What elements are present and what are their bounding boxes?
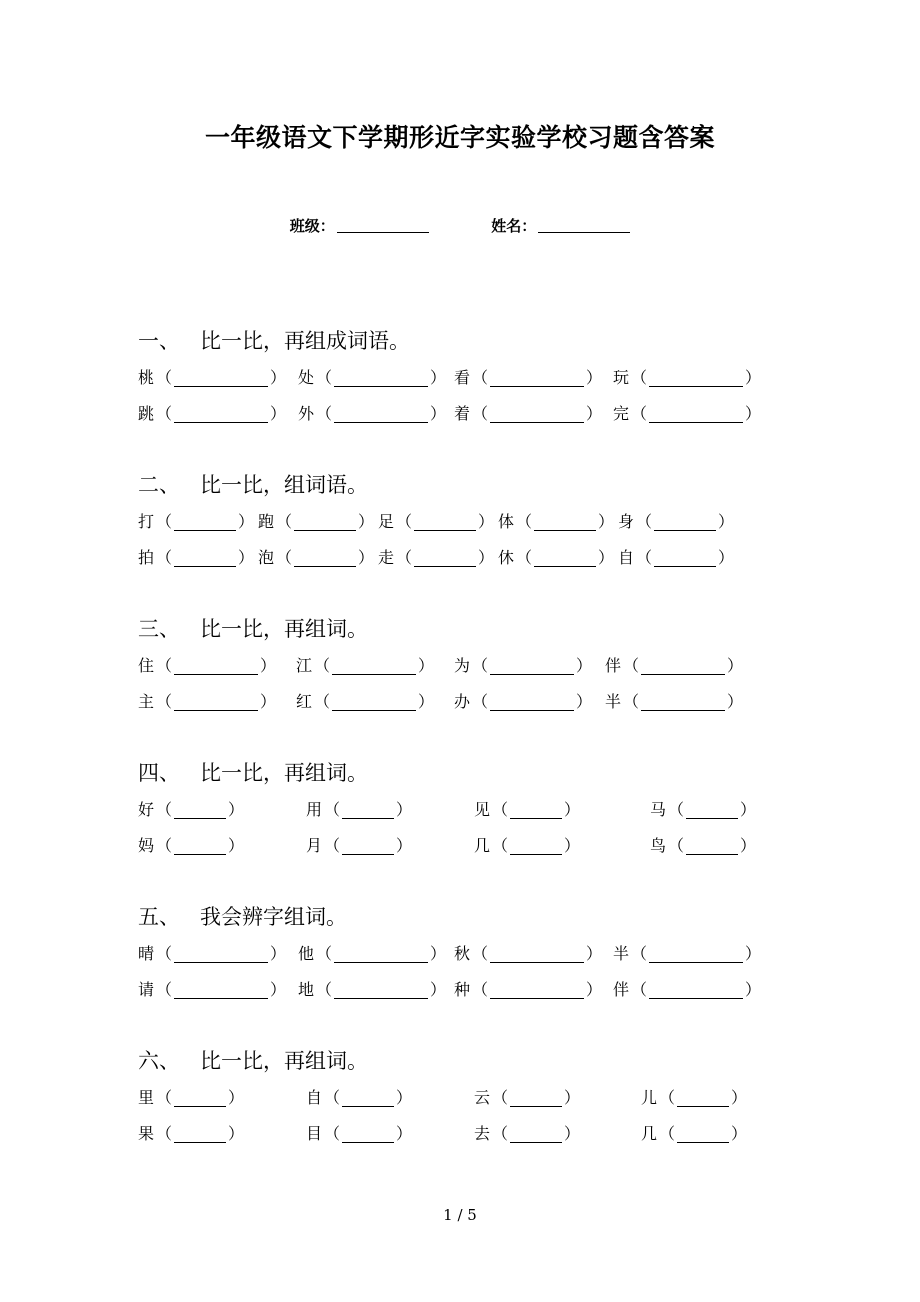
paren-close: ）: [740, 836, 757, 855]
character: 妈: [138, 836, 155, 855]
word-item: [298, 977, 448, 1000]
character: 身: [618, 512, 635, 531]
paren-open: （: [156, 944, 173, 963]
paren-open: （: [492, 1088, 509, 1107]
word-item: [258, 545, 376, 568]
word-item: [474, 833, 582, 856]
paren-open: （: [316, 944, 333, 963]
character: 云: [474, 1088, 491, 1107]
word-item: [613, 365, 763, 388]
class-label: 班级：: [289, 217, 335, 235]
paren-close: ）: [576, 656, 593, 675]
paren-open: （: [472, 656, 489, 675]
paren-close: ）: [564, 800, 581, 819]
character: 自: [306, 1088, 323, 1107]
paren-open: （: [492, 800, 509, 819]
word-item: [650, 797, 758, 820]
section-instruction: 我会辨字组词。: [200, 905, 347, 929]
word-item: [138, 401, 288, 424]
word-row: [138, 1121, 778, 1157]
answer-blank[interactable]: [654, 513, 716, 531]
word-item: [138, 689, 278, 712]
answer-blank[interactable]: [334, 405, 428, 423]
paren-open: （: [316, 980, 333, 999]
word-item: [613, 941, 763, 964]
section-title: [138, 902, 778, 932]
answer-blank[interactable]: [294, 549, 356, 567]
word-item: [138, 941, 288, 964]
page-title: 一年级语文下学期形近字实验学校习题含答案: [204, 123, 715, 152]
paren-close: ）: [586, 368, 603, 387]
word-item: [138, 545, 256, 568]
section-number: 四、: [138, 761, 180, 785]
answer-blank[interactable]: [510, 801, 562, 819]
character: 办: [454, 692, 471, 711]
paren-close: ）: [228, 1088, 245, 1107]
paren-open: （: [492, 1124, 509, 1143]
paren-close: ）: [260, 656, 277, 675]
word-item: [378, 545, 496, 568]
character: 用: [306, 800, 323, 819]
character: 处: [298, 368, 315, 387]
answer-blank[interactable]: [490, 945, 584, 963]
character: 儿: [641, 1088, 658, 1107]
word-item: [298, 941, 448, 964]
paren-open: （: [276, 512, 293, 531]
paren-close: ）: [740, 800, 757, 819]
answer-blank[interactable]: [332, 657, 416, 675]
section-5: [138, 902, 778, 1013]
paren-open: （: [631, 944, 648, 963]
section-1: [138, 326, 778, 437]
section-3: [138, 614, 778, 725]
word-item: [138, 797, 246, 820]
word-item: [618, 545, 736, 568]
answer-blank[interactable]: [174, 945, 268, 963]
paren-close: ）: [228, 800, 245, 819]
character: 月: [306, 836, 323, 855]
answer-blank[interactable]: [654, 549, 716, 567]
paren-close: ）: [418, 656, 435, 675]
answer-blank[interactable]: [534, 549, 596, 567]
word-item: [138, 509, 256, 532]
section-number: 二、: [138, 473, 180, 497]
answer-blank[interactable]: [490, 657, 574, 675]
character: 着: [454, 404, 471, 423]
paren-close: ）: [586, 980, 603, 999]
paren-close: ）: [228, 1124, 245, 1143]
paren-open: （: [314, 692, 331, 711]
word-item: [474, 797, 582, 820]
paren-open: （: [276, 548, 293, 567]
paren-open: （: [631, 368, 648, 387]
paren-open: （: [396, 548, 413, 567]
answer-blank[interactable]: [174, 801, 226, 819]
paren-open: （: [631, 980, 648, 999]
paren-open: （: [156, 836, 173, 855]
section-instruction: 比一比，组词语。: [200, 473, 368, 497]
word-item: [306, 833, 414, 856]
word-item: [138, 833, 246, 856]
character: 休: [498, 548, 515, 567]
character: 住: [138, 656, 155, 675]
paren-open: （: [659, 1088, 676, 1107]
paren-close: ）: [745, 944, 762, 963]
paren-open: （: [623, 656, 640, 675]
character: 为: [454, 656, 471, 675]
paren-close: ）: [270, 944, 287, 963]
paren-close: ）: [576, 692, 593, 711]
word-item: [306, 1121, 414, 1144]
character: 地: [298, 980, 315, 999]
character: 泡: [258, 548, 275, 567]
character: 玩: [613, 368, 630, 387]
word-row: [138, 509, 778, 545]
section-title: [138, 758, 778, 788]
character: 自: [618, 548, 635, 567]
paren-close: ）: [586, 404, 603, 423]
paren-open: （: [472, 980, 489, 999]
word-item: [454, 365, 604, 388]
paren-open: （: [516, 512, 533, 531]
character: 晴: [138, 944, 155, 963]
section-title: [138, 1046, 778, 1076]
word-item: [618, 509, 736, 532]
paren-open: （: [156, 1088, 173, 1107]
paren-close: ）: [358, 548, 375, 567]
paren-close: ）: [564, 836, 581, 855]
character: 外: [298, 404, 315, 423]
answer-blank[interactable]: [174, 837, 226, 855]
paren-close: ）: [745, 980, 762, 999]
paren-open: （: [516, 548, 533, 567]
paren-open: （: [156, 1124, 173, 1143]
character: 果: [138, 1124, 155, 1143]
word-item: [138, 977, 288, 1000]
section-title: [138, 326, 778, 356]
character: 几: [474, 836, 491, 855]
name-label: 姓名：: [491, 217, 537, 235]
character: 去: [474, 1124, 491, 1143]
character: 好: [138, 800, 155, 819]
answer-blank[interactable]: [174, 549, 236, 567]
section-4: [138, 758, 778, 869]
character: 体: [498, 512, 515, 531]
word-row: [138, 653, 778, 689]
character: 桃: [138, 368, 155, 387]
answer-blank[interactable]: [677, 1089, 729, 1107]
answer-blank[interactable]: [490, 693, 574, 711]
section-number: 五、: [138, 905, 180, 929]
character: 秋: [454, 944, 471, 963]
word-item: [454, 653, 594, 676]
word-row: [138, 797, 778, 833]
character: 目: [306, 1124, 323, 1143]
paren-open: （: [631, 404, 648, 423]
word-row: [138, 941, 778, 977]
answer-blank[interactable]: [490, 981, 584, 999]
answer-blank[interactable]: [490, 405, 584, 423]
paren-open: （: [668, 836, 685, 855]
character: 走: [378, 548, 395, 567]
word-row: [138, 689, 778, 725]
word-row: [138, 833, 778, 869]
paren-close: ）: [396, 800, 413, 819]
paren-open: （: [316, 404, 333, 423]
character: 伴: [613, 980, 630, 999]
word-item: [138, 365, 288, 388]
paren-close: ）: [270, 980, 287, 999]
paren-close: ）: [564, 1088, 581, 1107]
character: 完: [613, 404, 630, 423]
word-item: [498, 545, 616, 568]
word-item: [605, 689, 745, 712]
paren-close: ）: [430, 404, 447, 423]
section-2: [138, 470, 778, 581]
answer-blank[interactable]: [342, 837, 394, 855]
paren-close: ）: [396, 836, 413, 855]
paren-close: ）: [718, 512, 735, 531]
paren-close: ）: [745, 368, 762, 387]
word-item: [613, 401, 763, 424]
paren-open: （: [156, 800, 173, 819]
paren-close: ）: [238, 512, 255, 531]
answer-blank[interactable]: [510, 1125, 562, 1143]
paren-close: ）: [564, 1124, 581, 1143]
answer-blank[interactable]: [174, 405, 268, 423]
paren-open: （: [156, 404, 173, 423]
answer-blank[interactable]: [649, 945, 743, 963]
word-item: [613, 977, 763, 1000]
answer-blank[interactable]: [686, 801, 738, 819]
section-6: [138, 1046, 778, 1157]
word-item: [296, 689, 436, 712]
word-item: [605, 653, 745, 676]
character: 看: [454, 368, 471, 387]
word-item: [641, 1085, 749, 1108]
answer-blank[interactable]: [641, 693, 725, 711]
answer-blank[interactable]: [510, 1089, 562, 1107]
word-item: [454, 689, 594, 712]
paren-open: （: [156, 548, 173, 567]
paren-open: （: [668, 800, 685, 819]
class-blank[interactable]: [337, 217, 429, 233]
character: 打: [138, 512, 155, 531]
paren-open: （: [396, 512, 413, 531]
answer-blank[interactable]: [414, 513, 476, 531]
section-title: [138, 470, 778, 500]
answer-blank[interactable]: [174, 513, 236, 531]
answer-blank[interactable]: [174, 693, 258, 711]
paren-close: ）: [731, 1088, 748, 1107]
word-item: [454, 401, 604, 424]
paren-open: （: [636, 512, 653, 531]
name-blank[interactable]: [538, 217, 630, 233]
word-item: [641, 1121, 749, 1144]
answer-blank[interactable]: [342, 1089, 394, 1107]
paren-open: （: [156, 656, 173, 675]
word-item: [454, 941, 604, 964]
paren-open: （: [472, 368, 489, 387]
paren-open: （: [316, 368, 333, 387]
word-item: [296, 653, 436, 676]
character: 伴: [605, 656, 622, 675]
answer-blank[interactable]: [686, 837, 738, 855]
answer-blank[interactable]: [342, 1125, 394, 1143]
word-row: [138, 401, 778, 437]
paren-open: （: [472, 692, 489, 711]
paren-close: ）: [260, 692, 277, 711]
answer-blank[interactable]: [174, 657, 258, 675]
character: 半: [605, 692, 622, 711]
answer-blank[interactable]: [174, 369, 268, 387]
section-number: 六、: [138, 1049, 180, 1073]
word-item: [498, 509, 616, 532]
answer-blank[interactable]: [174, 981, 268, 999]
word-item: [474, 1121, 582, 1144]
answer-blank[interactable]: [342, 801, 394, 819]
paren-close: ）: [478, 512, 495, 531]
word-row: [138, 545, 778, 581]
word-item: [306, 797, 414, 820]
paren-close: ）: [718, 548, 735, 567]
character: 江: [296, 656, 313, 675]
word-item: [298, 401, 448, 424]
paren-open: （: [156, 692, 173, 711]
word-item: [378, 509, 496, 532]
paren-close: ）: [731, 1124, 748, 1143]
answer-blank[interactable]: [641, 657, 725, 675]
word-item: [454, 977, 604, 1000]
section-title: [138, 614, 778, 644]
character: 种: [454, 980, 471, 999]
paren-close: ）: [430, 368, 447, 387]
paren-open: （: [472, 404, 489, 423]
answer-blank[interactable]: [649, 981, 743, 999]
answer-blank[interactable]: [174, 1089, 226, 1107]
character: 红: [296, 692, 313, 711]
word-item: [650, 833, 758, 856]
paren-open: （: [156, 368, 173, 387]
word-item: [138, 1121, 246, 1144]
paren-open: （: [324, 1124, 341, 1143]
paren-open: （: [324, 800, 341, 819]
answer-blank[interactable]: [334, 945, 428, 963]
paren-close: ）: [358, 512, 375, 531]
answer-blank[interactable]: [534, 513, 596, 531]
paren-open: （: [636, 548, 653, 567]
paren-open: （: [324, 836, 341, 855]
paren-close: ）: [396, 1124, 413, 1143]
answer-blank[interactable]: [649, 405, 743, 423]
word-row: [138, 977, 778, 1013]
answer-blank[interactable]: [510, 837, 562, 855]
paren-open: （: [492, 836, 509, 855]
character: 主: [138, 692, 155, 711]
character: 里: [138, 1088, 155, 1107]
paren-close: ）: [745, 404, 762, 423]
answer-blank[interactable]: [294, 513, 356, 531]
paren-close: ）: [727, 656, 744, 675]
paren-close: ）: [430, 980, 447, 999]
paren-close: ）: [478, 548, 495, 567]
section-instruction: 比一比，再组词。: [200, 761, 368, 785]
character: 请: [138, 980, 155, 999]
student-info: [0, 215, 920, 236]
answer-blank[interactable]: [414, 549, 476, 567]
paren-open: （: [659, 1124, 676, 1143]
section-instruction: 比一比，再组成词语。: [200, 329, 410, 353]
character: 跳: [138, 404, 155, 423]
word-item: [474, 1085, 582, 1108]
paren-open: （: [472, 944, 489, 963]
answer-blank[interactable]: [334, 369, 428, 387]
word-row: [138, 365, 778, 401]
word-item: [258, 509, 376, 532]
character: 马: [650, 800, 667, 819]
answer-blank[interactable]: [334, 981, 428, 999]
paren-close: ）: [727, 692, 744, 711]
answer-blank[interactable]: [174, 1125, 226, 1143]
answer-blank[interactable]: [490, 369, 584, 387]
answer-blank[interactable]: [677, 1125, 729, 1143]
character: 见: [474, 800, 491, 819]
paren-close: ）: [598, 512, 615, 531]
paren-close: ）: [270, 368, 287, 387]
paren-close: ）: [270, 404, 287, 423]
paren-close: ）: [418, 692, 435, 711]
paren-open: （: [156, 980, 173, 999]
character: 拍: [138, 548, 155, 567]
character: 鸟: [650, 836, 667, 855]
character: 足: [378, 512, 395, 531]
paren-close: ）: [396, 1088, 413, 1107]
paren-open: （: [324, 1088, 341, 1107]
page-number: 1 / 5: [443, 1206, 477, 1224]
section-instruction: 比一比，再组词。: [200, 1049, 368, 1073]
paren-close: ）: [586, 944, 603, 963]
section-number: 三、: [138, 617, 180, 641]
answer-blank[interactable]: [332, 693, 416, 711]
word-row: [138, 1085, 778, 1121]
section-instruction: 比一比，再组词。: [200, 617, 368, 641]
section-number: 一、: [138, 329, 180, 353]
character: 几: [641, 1124, 658, 1143]
paren-close: ）: [228, 836, 245, 855]
paren-close: ）: [598, 548, 615, 567]
word-item: [138, 1085, 246, 1108]
character: 他: [298, 944, 315, 963]
word-item: [138, 653, 278, 676]
answer-blank[interactable]: [649, 369, 743, 387]
character: 半: [613, 944, 630, 963]
character: 跑: [258, 512, 275, 531]
paren-open: （: [623, 692, 640, 711]
word-item: [298, 365, 448, 388]
paren-close: ）: [238, 548, 255, 567]
paren-close: ）: [430, 944, 447, 963]
word-item: [306, 1085, 414, 1108]
paren-open: （: [156, 512, 173, 531]
paren-open: （: [314, 656, 331, 675]
